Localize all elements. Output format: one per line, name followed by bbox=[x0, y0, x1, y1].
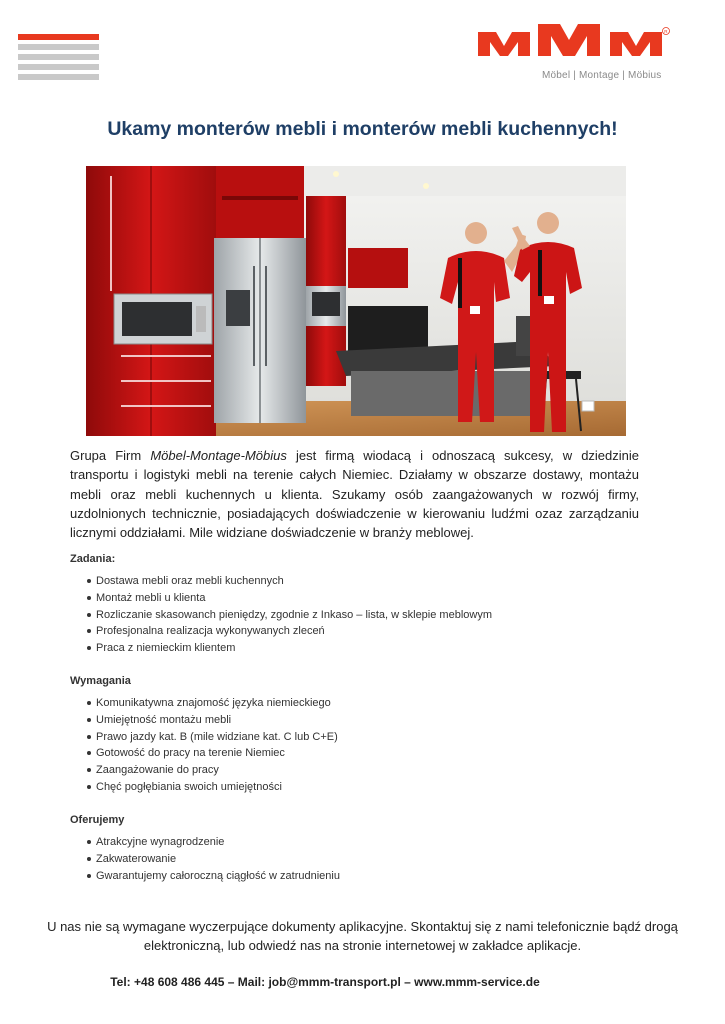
section-heading: Oferujemy bbox=[70, 814, 125, 826]
bullet-icon bbox=[87, 629, 91, 633]
list-item bbox=[70, 851, 340, 868]
intro-paragraph bbox=[70, 446, 639, 542]
list-item bbox=[70, 868, 340, 885]
stripe-grey bbox=[18, 44, 99, 50]
list-item-text: Profesjonalna realizacja wykonywanych zleceń bbox=[96, 625, 325, 638]
list-item bbox=[70, 695, 338, 712]
offer-list bbox=[70, 834, 340, 884]
bullet-icon bbox=[87, 768, 91, 772]
bullet-icon bbox=[87, 718, 91, 722]
list-item bbox=[70, 779, 338, 796]
bullet-icon bbox=[87, 735, 91, 739]
list-item bbox=[70, 745, 338, 762]
list-item bbox=[70, 623, 492, 640]
list-item-text: Prawo jazdy kat. B (mile widziane kat. C lub C+E) bbox=[96, 730, 338, 743]
tasks-list bbox=[70, 573, 492, 657]
closing-paragraph: U nas nie są wymagane wyczerpujące dokumenty aplikacyjne. Skontaktuj się z nami telefonicznie bądź drogą elektroniczną, lub odwiedź nas na stronie internetowej w zakładce aplikacje. bbox=[47, 919, 678, 953]
list-item bbox=[70, 762, 338, 779]
list-item-text: Komunikatywna znajomość języka niemieckiego bbox=[96, 697, 331, 709]
section-offer bbox=[70, 814, 340, 884]
list-item bbox=[70, 729, 338, 746]
list-item bbox=[70, 573, 492, 590]
intro-lead: Grupa Firm bbox=[70, 448, 151, 463]
bullet-icon bbox=[87, 857, 91, 861]
list-item-text: Praca z niemieckim klientem bbox=[96, 642, 236, 655]
stripe-red bbox=[18, 34, 99, 40]
svg-text:R: R bbox=[664, 29, 668, 34]
contact-line: Tel: +48 608 486 445 – Mail: job@mmm-transport.pl – www.mmm-service.de bbox=[110, 975, 540, 989]
list-item bbox=[70, 590, 492, 607]
list-item-text: Montaż mebli u klienta bbox=[96, 591, 206, 604]
section-heading: Zadania: bbox=[70, 553, 116, 565]
stripe-grey bbox=[18, 64, 99, 70]
list-item bbox=[70, 712, 338, 729]
mmm-logo-icon bbox=[470, 18, 682, 68]
hero-image bbox=[86, 166, 626, 436]
logo-tagline: Möbel | Montage | Möbius bbox=[542, 70, 662, 81]
stripe-grey bbox=[18, 54, 99, 60]
list-item-text: Gotowość do pracy na terenie Niemiec bbox=[96, 747, 285, 760]
bullet-icon bbox=[87, 646, 91, 650]
section-requirements bbox=[70, 675, 338, 796]
list-item-text: Umiejętność montażu mebli bbox=[96, 713, 232, 726]
list-item bbox=[70, 834, 340, 851]
bullet-icon bbox=[87, 840, 91, 844]
list-item-text: Atrakcyjne wynagrodzenie bbox=[96, 836, 225, 848]
list-item-text: Gwarantujemy całoroczną ciągłość w zatrudnieniu bbox=[96, 869, 340, 882]
bullet-icon bbox=[87, 596, 91, 600]
list-item-text: Rozliczanie skasowanch pieniędzy, zgodnie z Inkaso – lista, w sklepie meblowym bbox=[96, 608, 492, 621]
list-item-text: Dostawa mebli oraz mebli kuchennych bbox=[96, 575, 284, 587]
bullet-icon bbox=[87, 751, 91, 755]
company-logo bbox=[470, 18, 682, 82]
list-item bbox=[70, 607, 492, 624]
list-item-text: Zaangażowanie do pracy bbox=[96, 764, 219, 777]
intro-body: jest firmą wiodacą i odnoszacą sukcesy, w dziedzinie transportu i logistyki mebli na terenie całych Niemiec. Działamy w obszarze dostawy, montażu mebli oraz mebli kuchennych u klienta. Szukamy osób zaangażowanych w rozwój firmy, uzdolnionych technicznie, posiadających doświadczenie w kierowaniu ludźmi ozaz zarządzaniu licznymi oddziałami. Mile widziane doświadczenie w branży meblowej. bbox=[70, 448, 640, 541]
header-stripes bbox=[18, 34, 99, 84]
bullet-icon bbox=[87, 613, 91, 617]
section-tasks bbox=[70, 553, 492, 657]
bullet-icon bbox=[87, 874, 91, 878]
company-name: Möbel-Montage-Möbius bbox=[150, 448, 287, 463]
bullet-icon bbox=[87, 785, 91, 789]
list-item-text: Zakwaterowanie bbox=[96, 852, 177, 865]
kitchen-installers-photo-icon bbox=[86, 166, 626, 436]
bullet-icon bbox=[87, 579, 91, 583]
section-heading: Wymagania bbox=[70, 675, 131, 687]
page-title: Ukamy monterów mebli i monterów mebli kuchennych! bbox=[107, 118, 618, 140]
list-item-text: Chęć pogłębiania swoich umiejętności bbox=[96, 780, 282, 793]
stripe-grey bbox=[18, 74, 99, 80]
list-item bbox=[70, 640, 492, 657]
bullet-icon bbox=[87, 701, 91, 705]
requirements-list bbox=[70, 695, 338, 796]
